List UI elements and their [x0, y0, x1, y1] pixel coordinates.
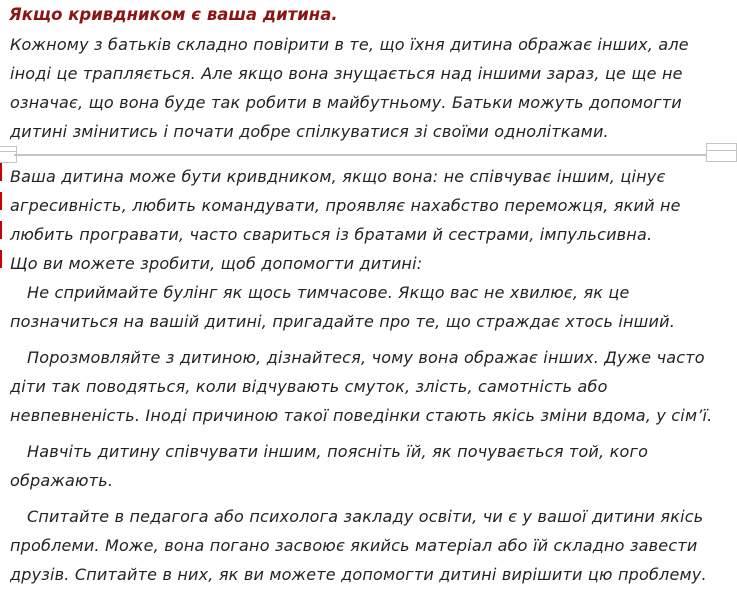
advice-paragraph-2: Порозмовляйте з дитиною, дізнайтеся, чому вона ображає інших. Дуже часто діти так поводяться, коли відчувають смуток, злість, самотність або невпевненість. Іноді причиною такої поведінки стають якісь зміни вдома, у сім’ї.: [10, 348, 713, 425]
advice-paragraph-1: Не сприймайте булінг як щось тимчасове. Якщо вас не хвилює, як це позначиться на вашій дитині, пригадайте про те, що страждає хтось інший.: [10, 283, 676, 331]
document-heading: Якщо кривдником є ваша дитина.: [9, 5, 338, 24]
table-gridline-right-icon: [706, 143, 737, 162]
tracked-change-bar: [0, 163, 2, 181]
page-break-divider: [0, 146, 737, 162]
tracked-change-bar: [0, 221, 2, 239]
tracked-change-bar: [0, 192, 2, 210]
intro-paragraph: Кожному з батьків складно повірити в те, що їхня дитина ображає інших, але іноді це трапляється. Але якщо вона знущається над іншими зараз, це ще не означає, що вона буде так робити в майбутньому. Батьки можуть допомогти дитині змінитись і почати добре спілкуватися зі своїми однолітками.: [10, 35, 689, 141]
advice-paragraph-4: Спитайте в педагога або психолога закладу освіти, чи є у вашої дитини якісь проблеми. Може, вона погано засвоює якийсь матеріал або їй складно завести друзів. Спитайте в них, як ви можете допомогти дитині вирішити цю проблему.: [10, 507, 707, 584]
advice-paragraph-3: Навчіть дитину співчувати іншим, поясніть їй, як почувається той, кого ображають.: [10, 442, 649, 490]
traits-paragraph: Ваша дитина може бути кривдником, якщо вона: не співчуває іншим, цінує агресивність, любить командувати, проявляє нахабство переможця, який не любить програвати, часто свариться із братами й сестрами, імпульсивна.: [10, 167, 681, 244]
tracked-change-bar: [0, 250, 2, 268]
advice-heading: Що ви можете зробити, щоб допомогти дитині:: [10, 254, 423, 273]
divider-line: [14, 154, 711, 156]
